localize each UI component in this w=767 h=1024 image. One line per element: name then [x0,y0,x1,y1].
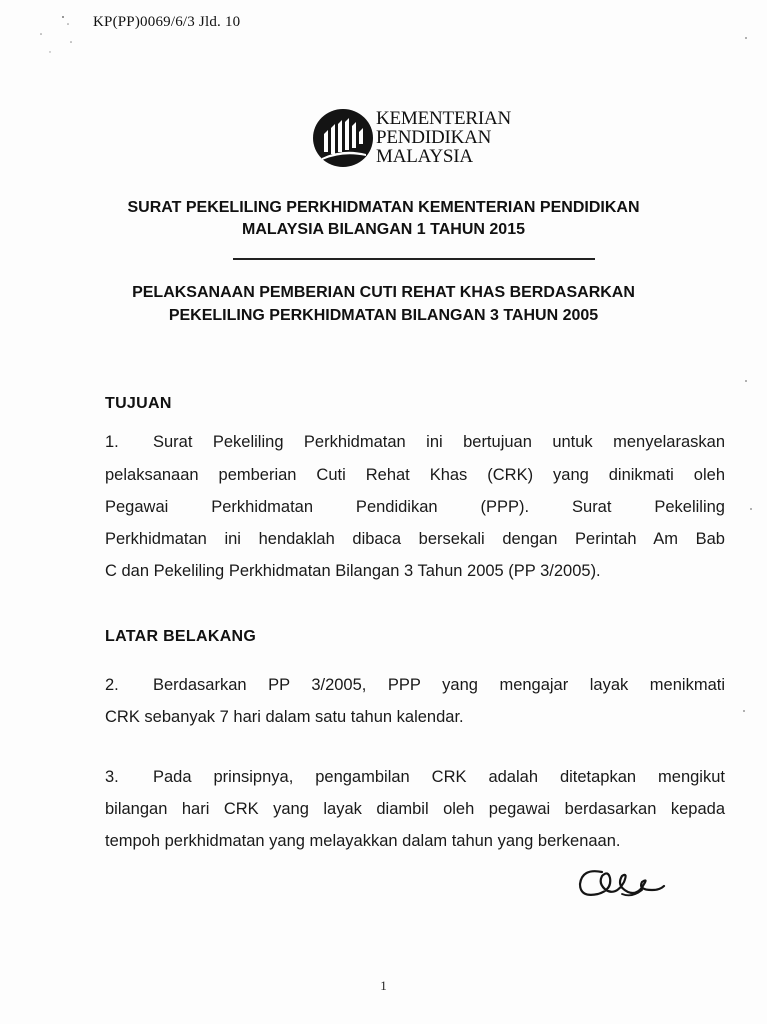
paragraph-number: 1. [105,433,119,451]
ministry-crest-icon [312,108,374,168]
logo-line-1: KEMENTERIAN [376,108,512,129]
page-number: 1 [380,978,387,993]
paragraph-text: Surat Pekeliling Perkhidmatan ini bertujuan untuk menyelaraskan [153,433,725,451]
paragraph-2-line-2: CRK sebanyak 7 hari dalam satu tahun kalendar. [105,708,464,726]
logo-line-2: PENDIDIKAN [376,127,492,148]
document-title-line-1: SURAT PEKELILING PERKHIDMATAN KEMENTERIAN PENDIDIKAN [127,199,640,216]
scan-speck [745,37,747,39]
title-divider [233,258,595,260]
paragraph-text: Pada prinsipnya, pengambilan CRK adalah ditetapkan mengikut [153,768,725,786]
logo-line-3: MALAYSIA [376,146,473,167]
signature-initials [572,860,672,906]
paragraph-number: 2. [105,676,119,694]
document-title-line-2: MALAYSIA BILANGAN 1 TAHUN 2015 [241,221,525,238]
scan-specks [38,14,78,54]
reference-number: KP(PP)0069/6/3 Jld. 10 [93,14,241,30]
paragraph-3-line-1 [105,768,725,787]
paragraph-number: 3. [105,768,119,786]
paragraph-1-line-4: Perkhidmatan ini hendaklah dibaca bersekali dengan Perintah Am Bab [105,530,725,548]
paragraph-text: Berdasarkan PP 3/2005, PPP yang mengajar layak menikmati [153,676,725,694]
scan-speck [750,508,752,510]
subject-line-1: PELAKSANAAN PEMBERIAN CUTI REHAT KHAS BERDASARKAN [132,284,635,301]
paragraph-1-line-2: pelaksanaan pemberian Cuti Rehat Khas (CRK) yang dinikmati oleh [105,466,725,484]
paragraph-1-line-1 [105,433,725,452]
paragraph-3-line-3: tempoh perkhidmatan yang melayakkan dalam tahun yang berkenaan. [105,832,621,850]
paragraph-1-line-3: Pegawai Perkhidmatan Pendidikan (PPP). Surat Pekeliling [105,498,725,516]
scan-speck [745,380,747,382]
section-heading-tujuan: TUJUAN [105,395,172,412]
paragraph-3-line-2: bilangan hari CRK yang layak diambil oleh pegawai berdasarkan kepada [105,800,725,818]
paragraph-1-line-5: C dan Pekeliling Perkhidmatan Bilangan 3 Tahun 2005 (PP 3/2005). [105,562,601,580]
paragraph-2-line-1 [105,676,725,695]
ministry-logo [312,108,552,168]
subject-line-2: PEKELILING PERKHIDMATAN BILANGAN 3 TAHUN 2005 [168,307,599,324]
section-heading-latar-belakang: LATAR BELAKANG [105,628,257,645]
scan-speck [743,710,745,712]
ministry-name [376,109,511,166]
